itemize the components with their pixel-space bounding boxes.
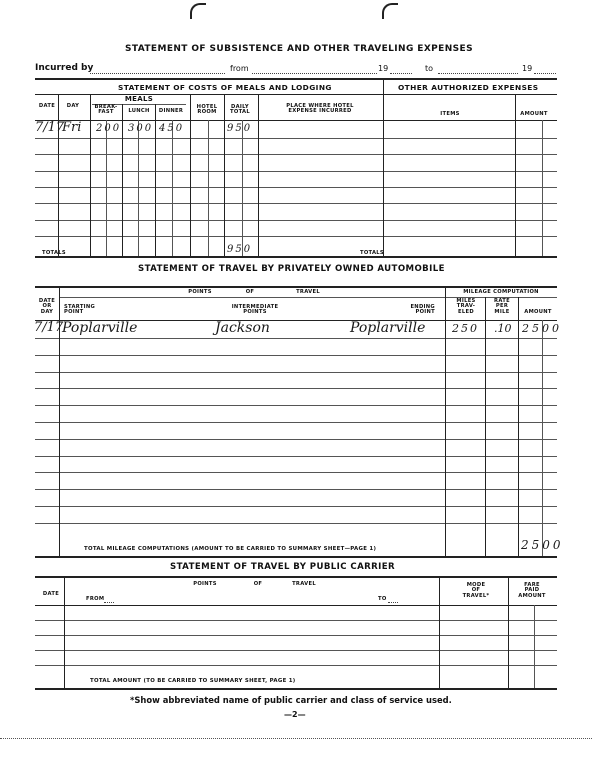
vl-m-6 <box>172 120 173 256</box>
vl-m-0 <box>58 94 59 256</box>
carrier-travel-label: TRAVEL <box>292 581 316 587</box>
meal-row-day: Fri <box>62 120 82 135</box>
from-label: from <box>230 64 249 73</box>
vl-a-2 <box>485 297 486 556</box>
year-line-2 <box>534 73 556 74</box>
meal-row-rule <box>35 187 557 188</box>
vl-m-11 <box>258 94 259 256</box>
auto-total-label: TOTAL MILEAGE COMPUTATIONS (AMOUNT TO BE CARRIED TO SUMMARY SHEET—PAGE 1) <box>84 546 377 552</box>
from-line <box>252 73 377 74</box>
vl-m-12 <box>383 78 384 256</box>
auto-intermediate-label: INTERMEDIATE POINTS <box>231 304 279 316</box>
vl-c-2 <box>508 576 509 688</box>
carrier-date-label: DATE <box>42 591 60 597</box>
auto-row-rule <box>35 472 557 473</box>
vl-m-9 <box>224 94 225 256</box>
meal-row-breakfast: 200 <box>96 123 122 134</box>
col-dinner: DINNER <box>158 108 184 114</box>
vl-m-5 <box>155 104 156 256</box>
auto-sub-rule <box>60 297 557 298</box>
vl-m-1 <box>90 94 91 256</box>
col-date: DATE <box>38 103 56 109</box>
vl-c-1 <box>439 576 440 688</box>
vl-m-13 <box>515 94 516 256</box>
carrier-of-label: OF <box>253 581 263 587</box>
carrier-row-rule <box>35 635 557 636</box>
auto-row-end: Poplarville <box>350 320 426 336</box>
auto-row-amount: 2500 <box>522 322 562 335</box>
carrier-to-line <box>388 602 398 603</box>
meal-row-daily-total: 950 <box>227 123 253 134</box>
to-line <box>438 73 518 74</box>
meal-row-rule <box>35 138 557 139</box>
meals-top-border <box>35 78 557 80</box>
auto-row-rule <box>35 422 557 423</box>
col-breakfast: BREAK- FAST <box>94 104 118 116</box>
carrier-row-rule <box>35 620 557 621</box>
carrier-row-rule <box>35 650 557 651</box>
carrier-fare-label: FARE PAID AMOUNT <box>518 582 546 599</box>
col-amount-other: AMOUNT <box>520 111 548 117</box>
vl-m-8 <box>208 120 209 256</box>
auto-amount-label: AMOUNT <box>524 309 552 315</box>
auto-row-rule <box>35 355 557 356</box>
vl-m-3 <box>122 104 123 256</box>
punch-mark-right <box>382 3 398 19</box>
auto-total-value: 2500 <box>521 538 564 552</box>
vl-m-4 <box>138 120 139 256</box>
auto-mileage-label: MILEAGE COMPUTATION <box>463 289 539 295</box>
meals-totals-label: TOTALS <box>42 250 66 256</box>
meal-row-lunch: 300 <box>128 123 154 134</box>
meal-row-date: 7/17 <box>35 120 65 135</box>
carrier-row-rule <box>35 665 557 666</box>
year-prefix-1: 19 <box>378 64 389 73</box>
auto-row-rule <box>35 405 557 406</box>
vl-a-3 <box>518 297 519 556</box>
auto-row-rule <box>35 506 557 507</box>
carrier-from-label: FROM <box>86 596 105 602</box>
meal-row-rule <box>35 203 557 204</box>
carrier-total-label: TOTAL AMOUNT (TO BE CARRIED TO SUMMARY SHEET, PAGE 1) <box>90 678 296 684</box>
meal-row-rule <box>35 171 557 172</box>
col-place: PLACE WHERE HOTEL EXPENSE INCURRED <box>286 103 354 115</box>
meals-total-value: 950 <box>227 244 253 255</box>
auto-bottom-border <box>35 556 557 558</box>
auto-starting-label: STARTING POINT <box>64 304 96 316</box>
auto-rate-label: RATE PER MILE <box>494 298 510 315</box>
auto-top-border <box>35 286 557 288</box>
col-meals: MEALS <box>124 95 154 103</box>
carrier-header-rule <box>35 605 557 606</box>
meal-row-dinner: 450 <box>159 123 185 134</box>
vl-m-2 <box>106 120 107 256</box>
vl-a-1 <box>445 286 446 556</box>
meals-title-rule <box>35 94 557 95</box>
auto-date-label: DATE OR DAY <box>38 298 56 315</box>
meals-bottom-border <box>35 256 557 258</box>
auto-row-rule <box>35 439 557 440</box>
auto-row-rate: .10 <box>494 322 512 335</box>
meals-section-title: STATEMENT OF COSTS OF MEALS AND LODGING <box>118 83 332 92</box>
carrier-top-border <box>35 576 557 578</box>
auto-miles-label: MILES TRAV- ELED <box>456 298 476 315</box>
carrier-mode-label: MODE OF TRAVEL* <box>462 582 490 599</box>
auto-row-miles: 250 <box>452 322 479 335</box>
vl-c-3 <box>534 605 535 688</box>
year-line-1 <box>390 73 412 74</box>
auto-of-label: OF <box>245 289 255 295</box>
auto-row-rule <box>35 456 557 457</box>
carrier-section-title: STATEMENT OF TRAVEL BY PUBLIC CARRIER <box>170 562 396 572</box>
other-totals-label: TOTALS <box>360 250 384 256</box>
meal-row-rule <box>35 236 557 237</box>
auto-row-rule <box>35 338 557 339</box>
meal-row-rule <box>35 220 557 221</box>
auto-row-date: 7/17 <box>34 320 64 335</box>
col-daily-total: DAILY TOTAL <box>230 104 250 116</box>
auto-row-rule <box>35 388 557 389</box>
auto-row-intermediate: Jackson <box>215 320 270 336</box>
vl-a-4 <box>542 320 543 556</box>
col-lunch: LUNCH <box>128 108 150 114</box>
col-day: DAY <box>66 103 80 109</box>
auto-section-title: STATEMENT OF TRAVEL BY PRIVATELY OWNED AUTOMOBILE <box>138 264 445 274</box>
vl-m-10 <box>242 120 243 256</box>
col-items: ITEMS <box>440 111 460 117</box>
carrier-from-line <box>104 602 114 603</box>
col-hotel-room: HOTEL ROOM <box>196 104 218 116</box>
other-section-title: OTHER AUTHORIZED EXPENSES <box>398 83 539 92</box>
auto-row-rule <box>35 489 557 490</box>
to-label: to <box>425 64 434 73</box>
vl-m-7 <box>190 94 191 256</box>
incurred-by-line <box>90 73 225 74</box>
footer-note: *Show abbreviated name of public carrier and class of service used. <box>130 695 452 705</box>
vl-m-14 <box>542 120 543 256</box>
auto-row-rule <box>35 372 557 373</box>
vl-c-0 <box>64 576 65 688</box>
auto-points-label: POINTS <box>188 289 212 295</box>
carrier-points-label: POINTS <box>193 581 217 587</box>
auto-travel-label: TRAVEL <box>296 289 320 295</box>
incurred-by-label: Incurred by <box>35 63 94 73</box>
carrier-to-label: TO <box>378 596 387 602</box>
year-prefix-2: 19 <box>522 64 533 73</box>
punch-mark-left <box>190 3 206 19</box>
auto-ending-label: ENDING POINT <box>410 304 435 316</box>
page-bottom-rule <box>0 738 592 739</box>
auto-row-start: Poplarville <box>62 320 138 336</box>
meal-row-rule <box>35 154 557 155</box>
carrier-bottom-border <box>35 688 557 690</box>
page-number: —2— <box>284 710 306 719</box>
meals-header-rule <box>35 120 557 121</box>
page-title: STATEMENT OF SUBSISTENCE AND OTHER TRAVELING EXPENSES <box>125 44 473 54</box>
auto-row-rule <box>35 523 557 524</box>
